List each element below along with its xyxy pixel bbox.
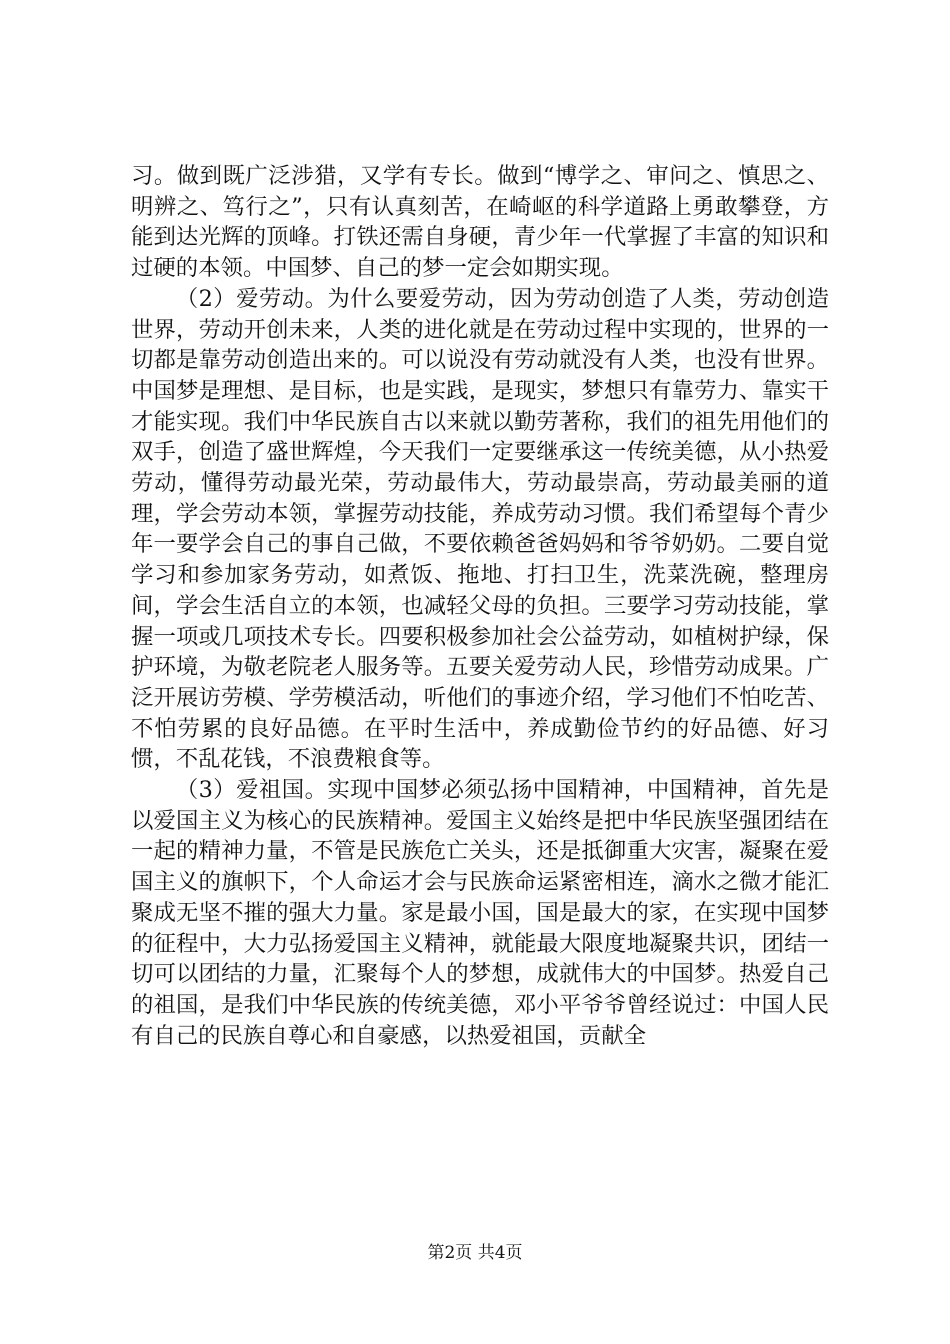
paragraph-3: （3）爱祖国。实现中国梦必须弘扬中国精神，中国精神，首先是以爱国主义为核心的民族精神。爱国主义始终是把中华民族坚强团结在一起的精神力量，不管是民族危亡关头，还是抵御重大灾害，凝聚在爱国主义的旗帜下，个人命运才会与民族命运紧密相连，滴水之微才能汇聚成无坚不摧的强大力量。家是最小国，国是最大的家，在实现中国梦的征程中，大力弘扬爱国主义精神，就能最大限度地凝聚共识，团结一切可以团结的力量，汇聚每个人的梦想，成就伟大的中国梦。热爱自己的祖国，是我们中华民族的传统美德，邓小平爷爷曾经说过：中国人民有自己的民族自尊心和自豪感，以热爱祖国，贡献全 [131,777,829,1049]
page-footer: 第2页 共4页 [427,1243,523,1263]
paragraph-2: （2）爱劳动。为什么要爱劳动，因为劳动创造了人类，劳动创造世界，劳动开创未来，人类的进化就是在劳动过程中实现的，世界的一切都是靠劳动创造出来的。可以说没有劳动就没有人类，也没有世界。中国梦是理想、是目标，也是实践，是现实，梦想只有靠劳力、靠实干才能实现。我们中华民族自古以来就以勤劳著称，我们的祖先用他们的双手，创造了盛世辉煌，今天我们一定要继承这一传统美德，从小热爱劳动，懂得劳动最光荣，劳动最伟大，劳动最崇高，劳动最美丽的道理，学会劳动本领，掌握劳动技能，养成劳动习惯。我们希望每个青少年一要学会自己的事自己做，不要依赖爸爸妈妈和爷爷奶奶。二要自觉学习和参加家务劳动，如煮饭、拖地、打扫卫生，洗菜洗碗，整理房间，学会生活自立的本领，也减轻父母的负担。三要学习劳动技能，掌握一项或几项技术专长。四要积极参加社会公益劳动，如植树护绿，保护环境，为敬老院老人服务等。五要关爱劳动人民，珍惜劳动成果。广泛开展访劳模、学劳模活动，听他们的事迹介绍，学习他们不怕吃苦、不怕劳累的良好品德。在平时生活中，养成勤俭节约的好品德、好习惯，不乱花钱，不浪费粮食等。 [131,285,829,773]
paragraph-1: 习。做到既广泛涉猎，又学有专长。做到“博学之、审问之、慎思之、明辨之、笃行之”，只有认真刻苦，在崎岖的科学道路上勇敢攀登，方能到达光辉的顶峰。打铁还需自身硬，青少年一代掌握了丰富的知识和过硬的本领。中国梦、自己的梦一定会如期实现。 [131,163,829,282]
document-body [131,161,829,1051]
